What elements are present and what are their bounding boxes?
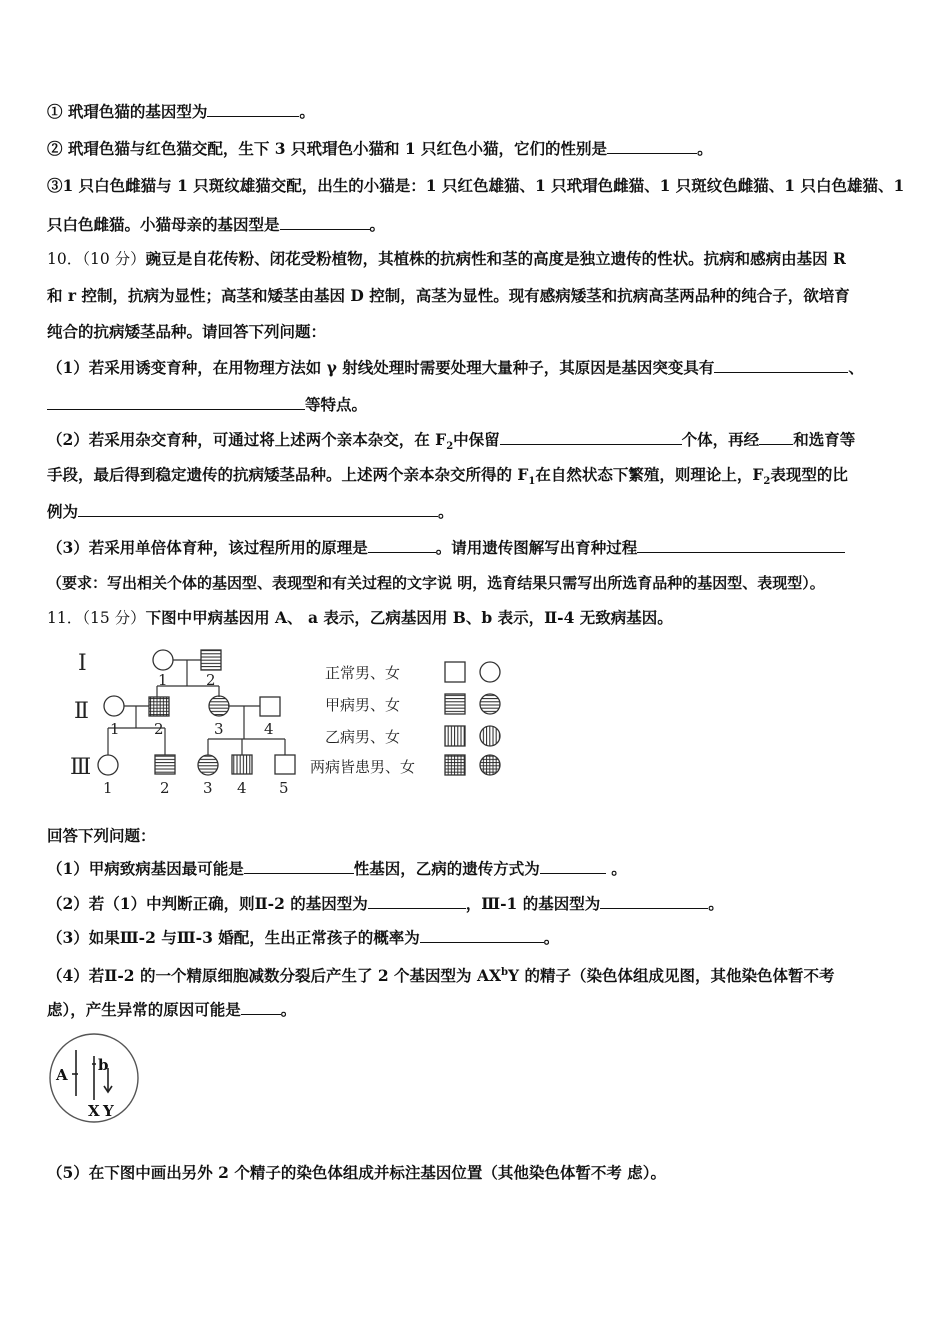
pedigree-III-3: [198, 755, 218, 775]
answer-blank[interactable]: [368, 893, 466, 909]
answer-blank[interactable]: [714, 357, 848, 373]
pedigree-III-1: [98, 755, 118, 775]
legend-yi-male: [445, 726, 465, 746]
gen-label-II: Ⅱ: [74, 699, 89, 724]
q10-part-1b: 等特点。: [47, 394, 367, 415]
q10-part-3: （3）若采用单倍体育种，该过程所用的原理是 。请用遗传图解写出育种过程: [47, 537, 845, 558]
pedigree-III-4: [232, 755, 252, 774]
q10-part-2b: 手段，最后得到稳定遗传的抗病矮茎品种。上述两个亲本杂交所得的 $F_1$在自然状态下繁殖，则理论上，$F_2$表现型的比: [47, 465, 848, 488]
answer-blank[interactable]: [607, 138, 697, 154]
label-I-1: 1: [158, 671, 168, 689]
answer-blank[interactable]: [47, 394, 305, 410]
q11-sub-5: （5）在下图中画出另外 2 个精子的染色体组成并标注基因位置（其他染色体暂不考 虑）。: [47, 1163, 667, 1182]
legend-normal-female: [480, 662, 500, 682]
legend-both: 两病皆患男、女: [310, 758, 416, 776]
gene-A-label: A: [56, 1066, 68, 1084]
q9-line-3: ③1 只白色雌猫与 1 只斑纹雄猫交配，出生的小猫是：1 只红色雄猫、1 只玳瑁色雌猫、1 只斑纹色雌猫、1 只白色雄猫、1: [47, 176, 905, 195]
answer-blank[interactable]: [600, 893, 708, 909]
label-III-1: 1: [103, 779, 113, 797]
q9-line-1: ① 玳瑁色猫的基因型为 。: [47, 102, 315, 121]
pedigree-I-1: [153, 650, 173, 670]
q10-line-2: 和 r 控制，抗病为显性；高茎和矮茎由基因 D 控制，高茎为显性。现有感病矮茎和抗病高茎两品种的纯合子，欲培育: [47, 286, 850, 305]
legend-both-male: [445, 755, 465, 775]
answer-blank[interactable]: [500, 429, 682, 445]
legend-normal-male: [445, 662, 465, 682]
chromosome-Y-label: Y: [103, 1102, 114, 1120]
label-III-3: 3: [203, 779, 213, 797]
q10-line-3: 纯合的抗病矮茎品种。请回答下列问题：: [47, 322, 327, 341]
answer-blank[interactable]: [244, 858, 354, 874]
answer-blank[interactable]: [207, 101, 299, 117]
legend-jia-female: [480, 694, 500, 714]
answer-blank[interactable]: [280, 214, 370, 230]
pedigree-II-4: [260, 697, 280, 716]
q11-sub-1: （1）甲病致病基因最可能是 性基因，乙病的遗传方式为 。: [47, 859, 627, 878]
label-II-3: 3: [214, 720, 224, 738]
legend-yi: 乙病男、女: [325, 728, 401, 746]
answer-blank[interactable]: [241, 999, 281, 1015]
label-II-4: 4: [264, 720, 274, 738]
q11-sub-3: （3）如果Ⅲ-2 与Ⅲ-3 婚配，生出正常孩子的概率为 。: [47, 928, 560, 947]
pedigree-III-5: [275, 755, 295, 774]
q10-part-1: （1）若采用诱变育种，在用物理方法如 γ 射线处理时需要处理大量种子，其原因是基因突变具有 、: [47, 358, 864, 377]
answer-blank[interactable]: [420, 927, 544, 943]
pedigree-chart: [60, 640, 520, 810]
pedigree-II-2: [149, 697, 169, 716]
legend-normal: 正常男、女: [325, 664, 401, 682]
gen-label-III: Ⅲ: [70, 755, 92, 780]
legend-both-female: [480, 755, 500, 775]
label-II-2: 2: [154, 720, 164, 738]
answer-blank[interactable]: [540, 858, 606, 874]
q11-sub-4: （4）若Ⅱ-2 的一个精原细胞减数分裂后产生了 2 个基因型为 $AX^bY$ 的精子（染色体组成见图，其他染色体暂不考: [47, 966, 835, 986]
pedigree-I-2: [201, 650, 221, 670]
answer-blank[interactable]: [368, 537, 436, 553]
q11-answer-prompt: 回答下列问题：: [47, 826, 156, 845]
pedigree-II-1: [104, 696, 124, 716]
answer-blank[interactable]: [78, 501, 438, 517]
label-III-5: 5: [279, 779, 289, 797]
q10-part-2: （2）若采用杂交育种，可通过将上述两个亲本杂交，在 $F_2$中保留 个体，再经 和选育等: [47, 430, 856, 453]
pedigree-II-3: [209, 696, 229, 716]
label-III-4: 4: [237, 779, 247, 797]
label-III-2: 2: [160, 779, 170, 797]
answer-blank[interactable]: [637, 537, 845, 553]
gen-label-I: Ⅰ: [78, 651, 87, 676]
label-II-1: 1: [110, 720, 120, 738]
pedigree-III-2: [155, 755, 175, 774]
q11-sub-2: （2）若（1）中判断正确，则Ⅱ-2 的基因型为 ，Ⅲ-1 的基因型为 。: [47, 894, 724, 913]
legend-jia: 甲病男、女: [325, 696, 401, 714]
q10-part-3b: （要求：写出相关个体的基因型、表现型和有关过程的文字说 明，选育结果只需写出所选育品种的基因型、表现型）。: [47, 574, 825, 592]
label-I-2: 2: [206, 671, 216, 689]
legend-yi-female: [480, 726, 500, 746]
chromosome-X-label: X: [88, 1102, 100, 1120]
legend-jia-male: [445, 694, 465, 714]
answer-blank[interactable]: [759, 429, 793, 445]
gene-b-label: b: [98, 1056, 109, 1074]
q9-line-2: ② 玳瑁色猫与红色猫交配，生下 3 只玳瑁色小猫和 1 只红色小猫，它们的性别是 。: [47, 139, 713, 158]
q11-line-1: 11．（15 分）下图中甲病基因用 A、 a 表示，乙病基因用 B、b 表示，Ⅱ-4 无致病基因。: [47, 608, 673, 627]
q10-line-1: 10．（10 分）豌豆是自花传粉、闭花受粉植物，其植株的抗病性和茎的高度是独立遗传的性状。抗病和感病由基因 R: [47, 249, 846, 268]
sperm-cell-diagram: [48, 1028, 140, 1128]
q9-line-4: 只白色雌猫。小猫母亲的基因型是 。: [47, 215, 386, 234]
q11-sub-4b: 虑），产生异常的原因可能是 。: [47, 1000, 297, 1019]
q10-part-2c: 例为 。: [47, 502, 454, 521]
